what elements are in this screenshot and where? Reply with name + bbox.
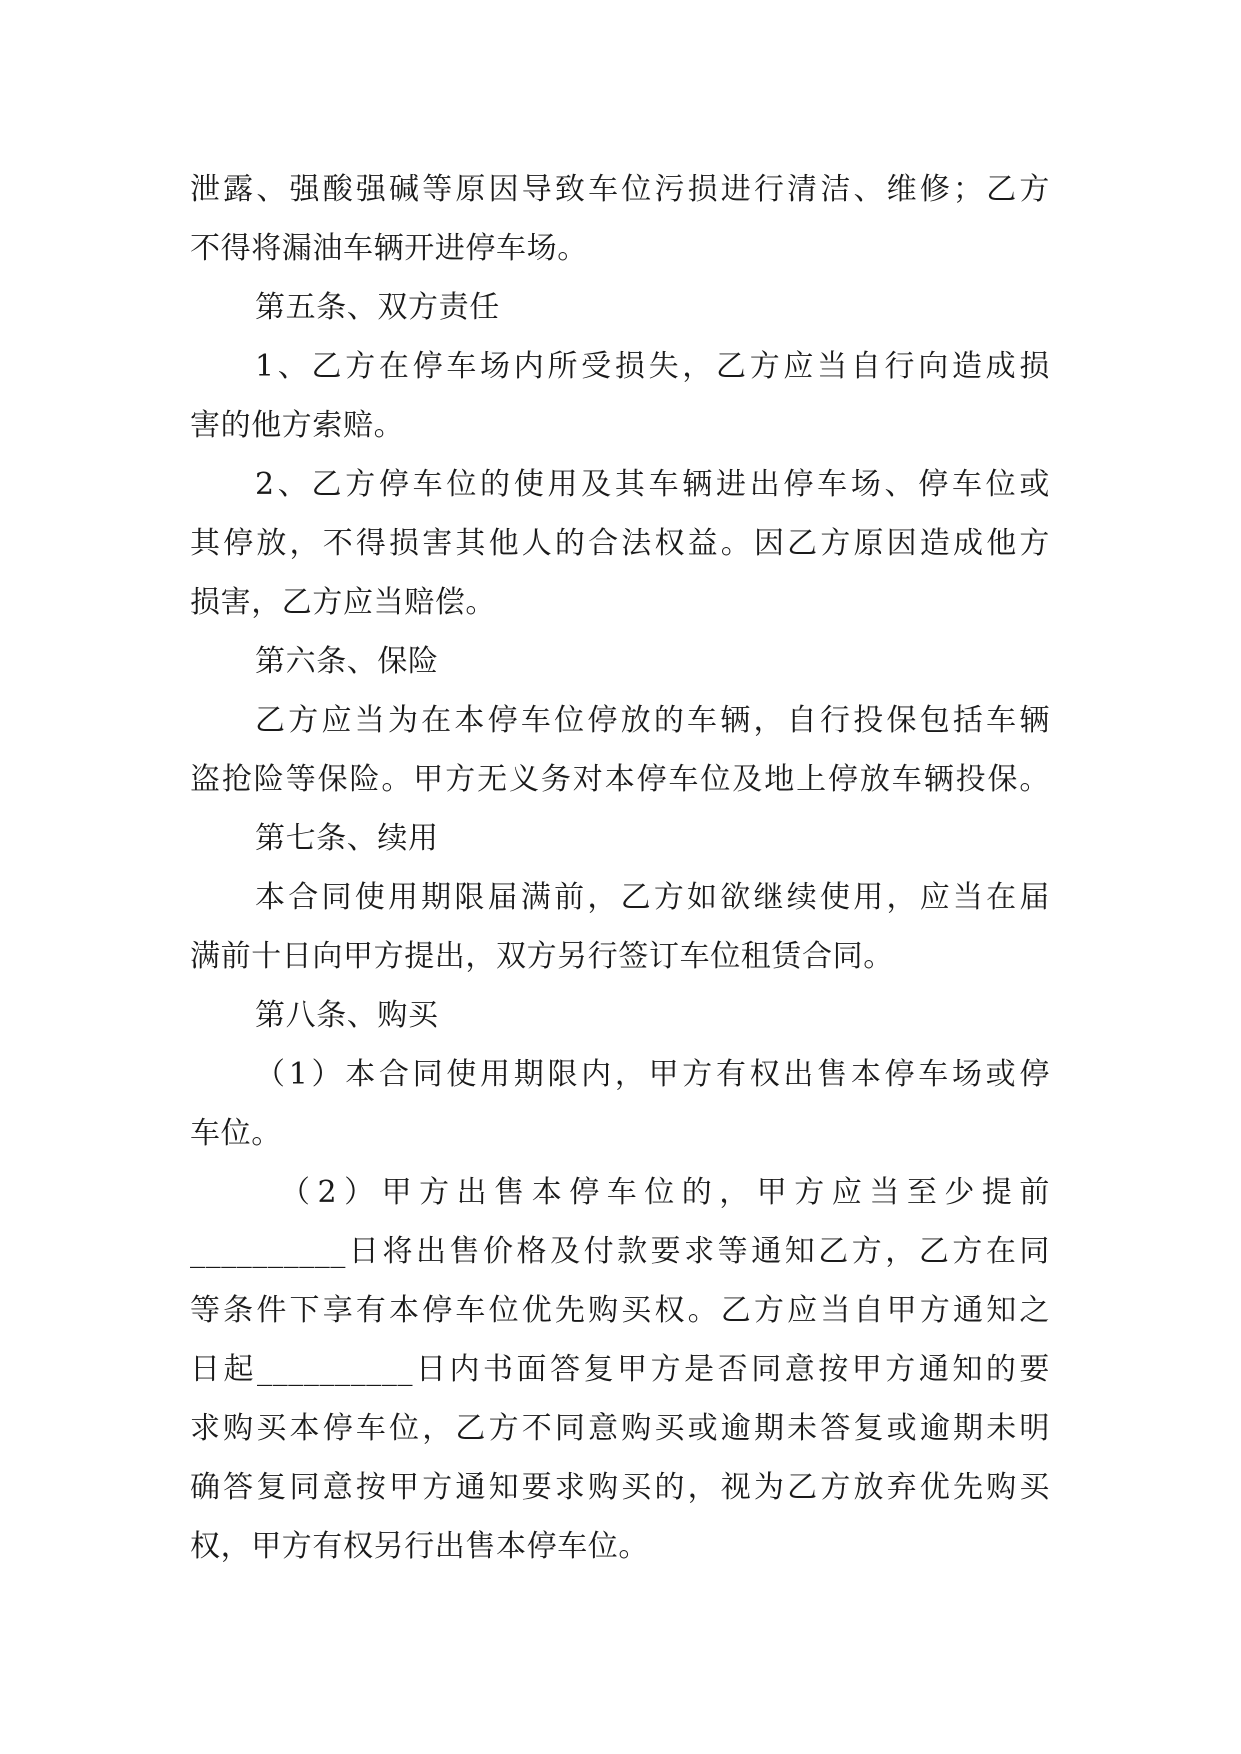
paragraph-line: 满前十日向甲方提出，双方另行签订车位租赁合同。 [190, 939, 894, 974]
paragraph-line: 1、乙方在停车场内所受损失，乙方应当自行向造成损 [255, 349, 1050, 384]
paragraph-line: 不得将漏油车辆开进停车场。 [190, 231, 588, 266]
paragraph-line: 损害，乙方应当赔偿。 [190, 585, 496, 620]
paragraph-line: 权，甲方有权另行出售本停车位。 [190, 1529, 649, 1564]
paragraph-line: 本合同使用期限届满前，乙方如欲继续使用，应当在届 [255, 880, 1050, 915]
section-heading-5: 第五条、双方责任 [255, 290, 500, 325]
section-heading-8: 第八条、购买 [255, 998, 439, 1033]
paragraph-line: 求购买本停车位，乙方不同意购买或逾期未答复或逾期未明 [190, 1411, 1050, 1446]
paragraph-line: 乙方应当为在本停车位停放的车辆，自行投保包括车辆 [255, 703, 1050, 738]
paragraph-line: （2）甲方出售本停车位的，甲方应当至少提前 [280, 1175, 1050, 1210]
paragraph-line: 害的他方索赔。 [190, 408, 405, 443]
paragraph-line: 其停放，不得损害其他人的合法权益。因乙方原因造成他方 [190, 526, 1050, 561]
paragraph-line: 2、乙方停车位的使用及其车辆进出停车场、停车位或 [255, 467, 1050, 502]
section-heading-6: 第六条、保险 [255, 644, 439, 679]
paragraph-line: 盗抢险等保险。甲方无义务对本停车位及地上停放车辆投保。 [190, 762, 1050, 797]
paragraph-line: （1）本合同使用期限内，甲方有权出售本停车场或停 [255, 1057, 1050, 1092]
paragraph-line: 车位。 [190, 1116, 282, 1151]
paragraph-line: 确答复同意按甲方通知要求购买的，视为乙方放弃优先购买 [190, 1470, 1050, 1505]
paragraph-line: 泄露、强酸强碱等原因导致车位污损进行清洁、维修；乙方 [190, 172, 1050, 207]
document-body [190, 160, 1050, 1576]
paragraph-line-blank: __________日将出售价格及付款要求等通知乙方，乙方在同 [190, 1234, 1050, 1269]
paragraph-line-blank: 日起__________日内书面答复甲方是否同意按甲方通知的要 [190, 1352, 1050, 1387]
section-heading-7: 第七条、续用 [255, 821, 439, 856]
paragraph-line: 等条件下享有本停车位优先购买权。乙方应当自甲方通知之 [190, 1293, 1050, 1328]
